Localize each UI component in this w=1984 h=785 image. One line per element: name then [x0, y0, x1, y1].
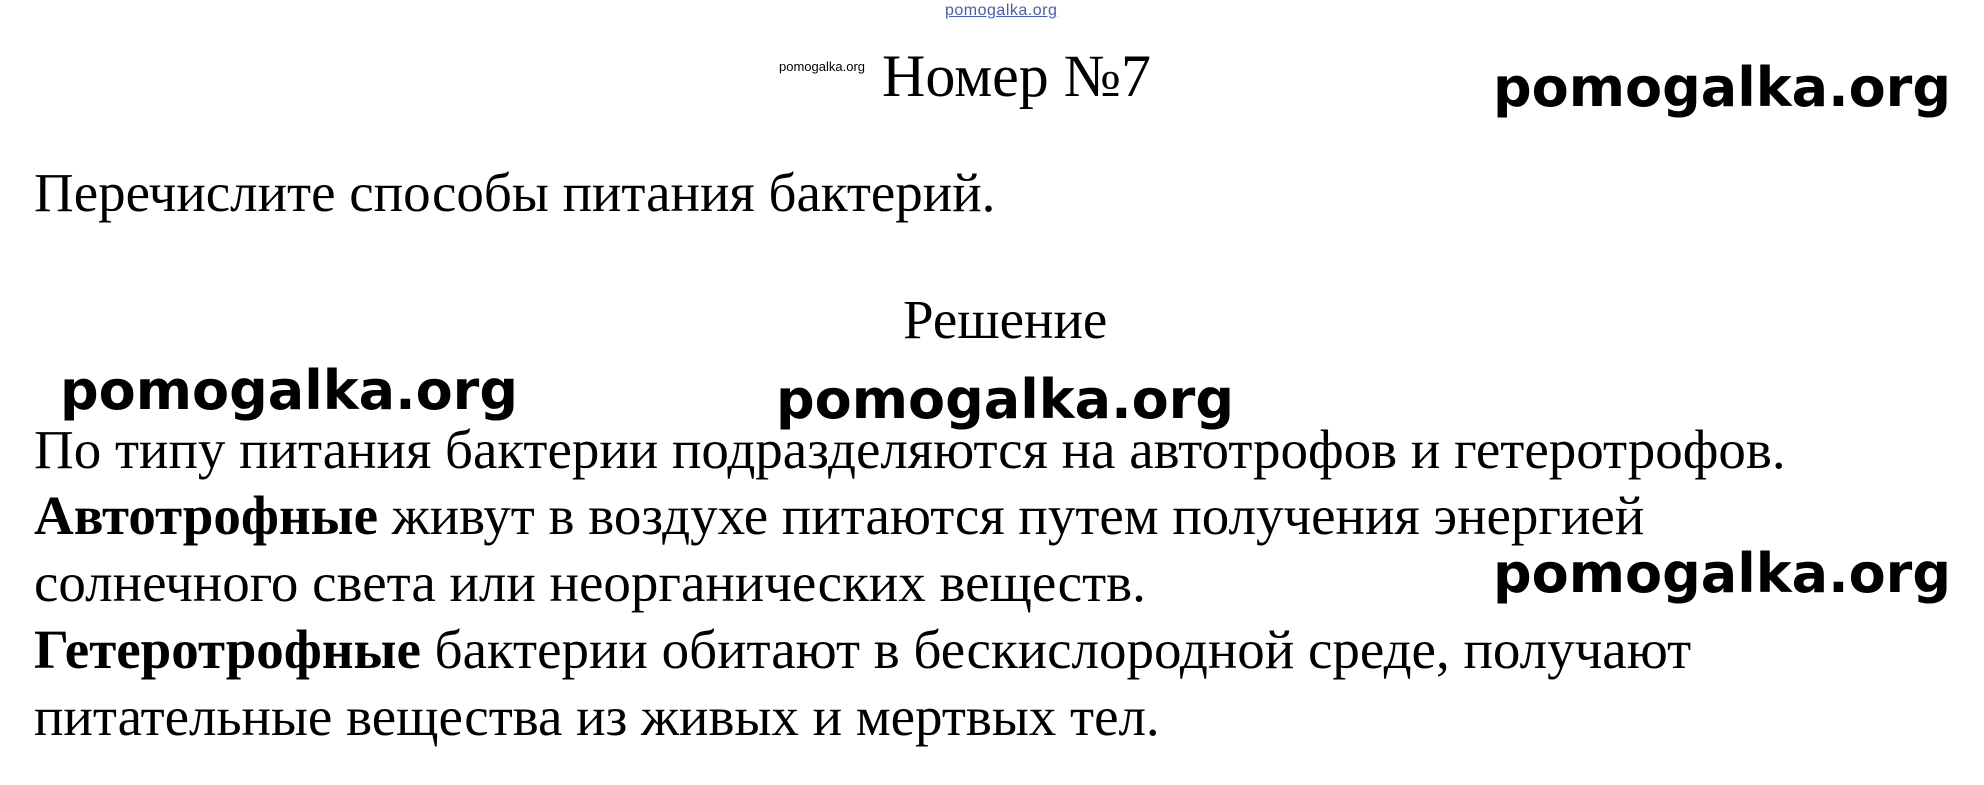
- solution-line: питательные вещества из живых и мертвых тел.: [34, 686, 1160, 747]
- solution-line-text: бактерии обитают в бескислородной среде, получают: [420, 619, 1692, 680]
- term-autotrophic: Автотрофные: [34, 485, 378, 546]
- solution-line-text: живут в воздухе питаются путем получения энергией: [378, 485, 1645, 546]
- solution-heading: Решение: [903, 289, 1108, 350]
- watermark: pomogalka.org: [1493, 56, 1951, 119]
- watermark: pomogalka.org: [60, 359, 518, 422]
- watermark: pomogalka.org: [776, 368, 1234, 431]
- small-watermark: pomogalka.org: [779, 59, 865, 74]
- solution-line: солнечного света или неорганических веществ.: [34, 552, 1146, 613]
- term-heterotrophic: Гетеротрофные: [34, 619, 421, 680]
- page-title: Номер №7: [882, 43, 1152, 109]
- question-text: Перечислите способы питания бактерий.: [34, 162, 996, 223]
- solution-line: [34, 617, 1691, 683]
- site-link[interactable]: pomogalka.org: [945, 2, 1058, 19]
- solution-line: По типу питания бактерии подразделяются на автотрофов и гетеротрофов.: [34, 419, 1786, 480]
- watermark: pomogalka.org: [1493, 542, 1951, 605]
- solution-line: [34, 483, 1644, 549]
